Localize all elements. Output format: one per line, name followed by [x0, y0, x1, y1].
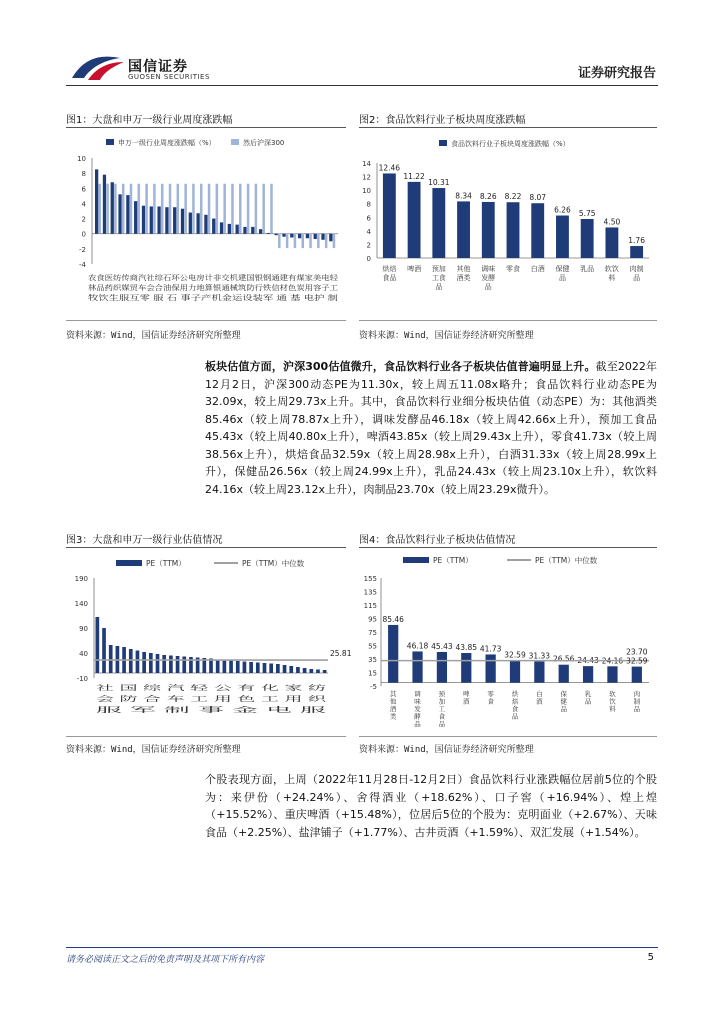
- fig4-category-label: 食: [438, 712, 446, 721]
- fig1-bar-hs300: [130, 184, 132, 234]
- fig3-bar: [102, 628, 106, 673]
- fig1-bar: [157, 206, 160, 233]
- fig3-bar: [109, 645, 113, 673]
- footer-divider: [66, 947, 658, 948]
- fig3-bar: [269, 664, 273, 674]
- fig4-source: 资料来源：Wind，国信证券经济研究所整理: [359, 745, 534, 755]
- fig4-category-label: 品: [560, 705, 567, 713]
- fig3-bar: [129, 649, 133, 673]
- fig1-xlabel-row: 林品药织媒贸车会合油保用力地算银通械筑防行铁信材色炭用容子工: [88, 284, 298, 292]
- fig2-bar: [482, 202, 495, 258]
- fig2-chart: [359, 130, 657, 318]
- fig2-bar: [630, 246, 643, 258]
- fig3-xlabel-row: 会 防 合 车 工 用 色 工 用 织: [96, 695, 187, 703]
- fig1-bar: [259, 229, 262, 234]
- fig2-ytick-label: 12: [362, 173, 371, 182]
- fig2-ytick-label: 0: [366, 255, 371, 263]
- fig1-ytick-label: -2: [79, 245, 86, 254]
- fig4-category-label: 品: [584, 697, 592, 706]
- fig4-category-label: 预: [438, 690, 446, 698]
- fig4-category-label: 他: [389, 697, 397, 706]
- fig4-category-label: 酒: [389, 705, 397, 713]
- fig3-bar: [249, 662, 253, 673]
- fig2-category-label: 肉制: [629, 265, 644, 273]
- fig4-bar: [632, 667, 642, 683]
- fig1-bar-hs300: [231, 184, 233, 234]
- fig2-data-label: 6.26: [554, 205, 571, 215]
- fig3-bar: [142, 652, 146, 673]
- fig4-ytick-label: 55: [368, 642, 377, 651]
- fig1-bar: [243, 227, 246, 234]
- fig2-ytick-label: 10: [362, 187, 371, 196]
- fig2-category-label: 工食: [431, 274, 446, 282]
- fig3-bar: [323, 670, 327, 673]
- fig3-legend-label-median: PE（TTM）中位数: [242, 559, 305, 568]
- fig4-category-label: 发: [414, 705, 421, 713]
- fig1-bar-hs300: [278, 234, 280, 248]
- fig4-category-label: 酵: [414, 712, 421, 721]
- fig1-bar: [189, 213, 192, 234]
- fig1-bar: [196, 213, 199, 233]
- fig4-bar: [607, 666, 617, 682]
- valuation-paragraph: [205, 358, 657, 498]
- fig3-bar: [289, 666, 293, 673]
- fig3-bar: [223, 660, 227, 673]
- fig1-bar: [212, 219, 215, 234]
- fig2-ytick-label: 4: [366, 227, 371, 236]
- fig2-data-label: 8.22: [504, 192, 522, 202]
- fig3-bar: [296, 667, 300, 673]
- fig2-data-label: 8.26: [479, 191, 497, 201]
- fig1-bar-hs300: [301, 234, 303, 248]
- fig4-category-label: 味: [414, 697, 421, 706]
- fig3-bar: [256, 663, 260, 674]
- fig1-xlabel-row: 牧饮生服互零 服 石 事子产机金运设装军 通 基 电护 制: [88, 294, 258, 302]
- fig2-category-label: 白酒: [530, 265, 545, 273]
- fig3-median-label: 25.81: [330, 649, 352, 659]
- fig1-bar-hs300: [177, 184, 179, 234]
- fig2-category-label: 啤酒: [407, 265, 422, 273]
- fig4-category-label: 料: [609, 705, 616, 713]
- fig2-data-label: 8.34: [455, 191, 472, 201]
- fig1-bar: [103, 175, 106, 234]
- fig3-source: 资料来源：Wind，国信证券经济研究所整理: [66, 745, 241, 755]
- fig3-bar: [236, 661, 240, 673]
- fig1-bar: [329, 234, 332, 242]
- fig1-legend-label-secondary: 然后沪深300: [243, 139, 285, 147]
- fig1-bar: [290, 234, 293, 238]
- fig1-bar-hs300: [99, 184, 101, 234]
- fig3-bar: [283, 665, 287, 673]
- fig1-legend-swatch-secondary: [231, 139, 239, 145]
- fig4-category-label: 品: [438, 720, 446, 728]
- fig1-bar-hs300: [286, 234, 288, 248]
- fig3-bar: [96, 617, 100, 673]
- fig3-legend-label-bar: PE（TTM）: [146, 559, 186, 568]
- fig4-bar: [583, 666, 593, 682]
- fig1-bar-hs300: [239, 184, 241, 234]
- fig3-bar: [229, 661, 233, 674]
- fig1-ytick-label: -4: [79, 261, 86, 269]
- fig4-top-rule: [359, 547, 657, 548]
- fig4-category-label: 啤: [463, 690, 470, 698]
- fig3-ytick-label: 40: [79, 650, 88, 658]
- fig2-category-label: 发酵: [481, 274, 496, 282]
- fig2-ytick-label: 2: [366, 241, 371, 250]
- fig2-category-label: 品: [558, 274, 566, 282]
- fig2-category-label: 品: [484, 283, 492, 291]
- fig2-category-label: 烘焙: [382, 265, 397, 273]
- fig2-data-label: 1.76: [628, 236, 645, 246]
- fig3-bar: [276, 664, 280, 673]
- fig2-category-label: 乳品: [580, 265, 595, 273]
- fig3-title: 图3：大盘和申万一级行业估值情况: [66, 535, 223, 546]
- fig4-category-label: 焙: [511, 697, 519, 706]
- fig4-ytick-label: 75: [368, 629, 377, 637]
- fig4-category-label: 食: [487, 697, 494, 706]
- fig4-ytick-label: 95: [368, 615, 377, 624]
- fig4-category-label: 饮: [609, 697, 616, 706]
- fig1-legend-label-primary: 申万一级行业周度涨跌幅（%）: [118, 139, 216, 147]
- fig2-bottom-rule: [359, 320, 657, 321]
- fig3-bar: [216, 660, 220, 674]
- fig4-category-label: 烘: [511, 690, 519, 698]
- fig2-data-label: 5.75: [578, 208, 596, 218]
- fig2-bar: [457, 201, 470, 258]
- fig1-bar-hs300: [317, 234, 319, 248]
- fig4-category-label: 品: [414, 720, 421, 728]
- fig1-bar: [150, 206, 153, 233]
- fig2-bar: [581, 219, 594, 258]
- fig2-data-label: 11.22: [403, 171, 425, 181]
- fig4-data-label: 23.70: [626, 647, 648, 657]
- fig4-ytick-label: -5: [370, 683, 377, 691]
- fig4-category-label: 食: [511, 705, 519, 713]
- fig4-data-label: 31.33: [528, 651, 551, 661]
- document-type: 证券研究报告: [577, 66, 656, 81]
- guosen-logo-icon: [70, 52, 126, 82]
- fig1-bar: [275, 234, 278, 236]
- fig1-bar-hs300: [122, 184, 124, 234]
- fig2-data-label: 4.50: [603, 217, 621, 227]
- fig1-bar-hs300: [106, 184, 108, 234]
- fig3-bar: [303, 668, 307, 673]
- fig1-bar: [314, 234, 317, 239]
- fig2-ytick-label: 14: [362, 160, 371, 168]
- fig3-bar: [309, 669, 313, 673]
- fig1-bar-hs300: [192, 184, 194, 234]
- fig2-bar: [556, 216, 569, 258]
- fig4-category-label: 乳: [584, 690, 592, 698]
- fig4-chart: [359, 550, 657, 734]
- fig3-bar: [316, 670, 320, 674]
- fig1-source: 资料来源：Wind，国信证券经济研究所整理: [66, 331, 241, 341]
- fig2-bar: [507, 202, 520, 258]
- company-name-cn: 国信证券: [128, 59, 188, 75]
- footer-disclaimer: 请务必阅读正文之后的免责声明及其项下所有内容: [66, 955, 265, 965]
- fig1-chart: [66, 130, 348, 318]
- fig4-bottom-rule: [359, 736, 657, 737]
- fig2-data-label: 8.07: [529, 193, 547, 203]
- fig4-category-label: 品: [633, 705, 641, 713]
- fig4-median-label: 32.59: [626, 656, 648, 666]
- fig3-bar: [162, 655, 166, 673]
- fig2-bar: [383, 173, 396, 258]
- fig1-ytick-label: 2: [81, 215, 86, 224]
- fig4-ytick-label: 155: [363, 575, 377, 583]
- fig4-category-label: 零: [487, 690, 494, 698]
- fig1-bar: [220, 222, 223, 233]
- fig4-data-label: 43.85: [455, 643, 478, 653]
- fig4-data-label: 45.43: [431, 641, 453, 651]
- fig2-category-label: 零食: [506, 265, 520, 273]
- fig4-bar: [486, 654, 496, 682]
- fig1-bar-hs300: [208, 184, 210, 234]
- fig3-ytick-label: 90: [79, 625, 88, 633]
- fig1-bar: [204, 215, 207, 234]
- fig1-bar: [165, 207, 168, 234]
- fig2-title: 图2：食品饮料行业子板块周度涨跌幅: [359, 115, 526, 126]
- fig4-data-label: 24.43: [577, 656, 599, 666]
- fig4-data-label: 85.46: [382, 614, 404, 624]
- fig4-category-label: 白: [536, 690, 543, 698]
- fig4-data-label: 24.16: [601, 656, 624, 666]
- fig1-bar: [118, 194, 121, 233]
- fig1-bar-hs300: [114, 184, 116, 234]
- fig1-ytick-label: 0: [81, 230, 86, 239]
- company-name-en: GUOSEN SECURITIES: [128, 73, 210, 81]
- fig2-category-label: 食品: [382, 274, 397, 282]
- fig1-bar-hs300: [247, 184, 249, 234]
- fig1-bar: [321, 234, 324, 240]
- fig2-bar: [531, 203, 544, 258]
- fig1-title: 图1：大盘和申万一级行业周度涨跌幅: [66, 115, 233, 126]
- fig3-bar: [243, 662, 247, 674]
- fig2-top-rule: [359, 127, 657, 128]
- fig1-bar-hs300: [216, 184, 218, 234]
- fig4-category-label: 肉: [633, 690, 641, 698]
- fig2-category-label: 酒类: [456, 274, 471, 282]
- fig4-ytick-label: 15: [368, 669, 377, 678]
- fig1-bar: [228, 224, 231, 234]
- fig4-category-label: 加: [438, 697, 446, 706]
- fig3-xlabel-row: 社 国 综 汽 轻 公 有 化 家 纺: [96, 684, 187, 692]
- fig1-bottom-rule: [66, 320, 346, 321]
- fig1-ytick-label: 8: [81, 170, 86, 179]
- fig4-category-label: 健: [560, 697, 567, 706]
- fig4-legend-label-median: PE（TTM）中位数: [535, 556, 598, 565]
- fig1-bar-hs300: [255, 184, 257, 234]
- fig4-bar: [559, 665, 569, 683]
- fig1-bar-hs300: [184, 184, 186, 234]
- fig1-bar: [298, 234, 301, 239]
- fig2-bar: [605, 227, 618, 258]
- stock-performance-paragraph: 个股表现方面，上周（2022年11月28日-12月2日）食品饮料行业涨跌幅位居前5位的个股为：来伊份（+24.24%）、舍得酒业（+18.62%）、口子窖（+16.94%）、煌上煌（+15.52%）、重庆啤酒（+15.48%），位居后5位的个股为：克明面业（+2.67%）、天味食品（+2.25%）、盐津铺子（+1.77%）、古井贡酒（+1.59%）、双汇发展（+1.54%）。: [205, 773, 657, 839]
- fig1-bar: [267, 233, 270, 234]
- fig4-category-label: 类: [389, 712, 397, 721]
- fig1-bar-hs300: [153, 184, 155, 234]
- fig1-ytick-label: 6: [81, 185, 86, 194]
- fig3-bar: [182, 657, 186, 674]
- fig1-top-rule: [66, 127, 346, 128]
- fig4-bar: [412, 651, 422, 682]
- valuation-paragraph-body: 截至2022年12月2日，沪深300动态PE为11.30x，较上周五11.08x略升；食品饮料行业动态PE为32.09x，较上周29.73x上升。其中，食品饮料行业细分板块估值（动态PE）为：其他酒类85.46x（较上周78.87x上升），调味发酵品46.18x（较上周42.66x上升），预加工食品45.43x（较上周40.80x上升），啤酒43.85x（较上周29.43x上升），零食41.73x（较上周38.56x上升），烘焙食品32.59x（较上周28.98x上升），白酒31.33x（较上周28.99x上升），保健品26.56x（较上周24.99x上升），乳品24.43x（较上周23.10x上升），软饮料24.16x（较上周23.12x上升），肉制品23.70x（较上周23.29x微升）。: [205, 360, 657, 496]
- fig4-category-label: 制: [633, 697, 641, 706]
- fig3-legend-swatch-bar: [116, 560, 142, 566]
- fig2-ytick-label: 6: [366, 214, 371, 223]
- fig4-bar: [388, 625, 398, 683]
- fig4-category-label: 酒: [463, 697, 470, 706]
- fig3-ytick-label: 140: [74, 600, 88, 608]
- fig3-bar: [169, 656, 173, 674]
- fig2-category-label: 料: [608, 274, 616, 282]
- fig1-bar-hs300: [333, 234, 335, 248]
- fig4-legend-swatch-bar: [403, 557, 429, 563]
- fig1-bar-hs300: [145, 184, 147, 234]
- fig2-category-label: 品: [633, 274, 641, 282]
- fig4-data-label: 41.73: [479, 644, 502, 654]
- fig4-data-label: 26.56: [552, 654, 575, 664]
- fig2-bar: [408, 182, 421, 258]
- fig4-title: 图4：食品饮料行业子板块估值情况: [359, 535, 516, 546]
- fig1-bar-hs300: [200, 184, 202, 234]
- fig1-bar: [111, 182, 114, 233]
- fig2-data-label: 10.31: [428, 178, 450, 188]
- fig1-ytick-label: 10: [77, 155, 86, 163]
- fig3-bar: [156, 654, 160, 673]
- fig1-bar: [306, 234, 309, 239]
- fig2-category-label: 品: [435, 283, 443, 291]
- fig2-category-label: 其他: [456, 265, 471, 273]
- page-number: 5: [647, 952, 654, 963]
- fig4-bar: [510, 661, 520, 683]
- fig4-ytick-label: 135: [363, 588, 377, 597]
- fig3-ytick-label: 190: [74, 575, 88, 583]
- fig1-bar: [173, 207, 176, 234]
- fig3-bar: [176, 656, 180, 673]
- fig4-data-label: 32.59: [504, 650, 526, 660]
- fig1-bar-hs300: [270, 184, 272, 234]
- page-header: [0, 0, 724, 88]
- fig1-bar-hs300: [169, 184, 171, 234]
- fig1-bar: [126, 195, 129, 234]
- fig3-chart: [66, 550, 352, 734]
- fig1-bar: [134, 201, 137, 234]
- fig1-bar-hs300: [309, 234, 311, 248]
- fig2-data-label: 12.46: [378, 163, 401, 173]
- fig4-bar: [534, 661, 544, 682]
- fig1-bar: [142, 206, 145, 234]
- fig2-category-label: 调味: [481, 265, 496, 273]
- fig2-legend-label: 食品饮料行业子板块周度涨跌幅（%）: [451, 140, 570, 148]
- fig1-bar-hs300: [325, 234, 327, 248]
- fig1-bar-hs300: [262, 184, 264, 234]
- valuation-paragraph-lead: 板块估值方面，沪深300估值微升，食品饮料行业各子板块估值普遍明显上升。: [205, 360, 596, 373]
- fig1-bar: [181, 209, 184, 234]
- fig2-source: 资料来源：Wind，国信证券经济研究所整理: [359, 331, 534, 341]
- fig2-ytick-label: 8: [366, 200, 371, 209]
- fig2-category-label: 保健: [555, 265, 570, 273]
- fig4-category-label: 软: [609, 690, 616, 698]
- fig1-bar-hs300: [223, 184, 225, 234]
- fig2-legend-swatch: [439, 140, 447, 146]
- fig4-ytick-label: 35: [368, 656, 377, 664]
- fig1-bar-hs300: [161, 184, 163, 234]
- fig4-ytick-label: 115: [363, 602, 377, 610]
- fig1-xlabel-row: 农食医纺传商汽社综石环公电房计非交机建国银钢通建有煤家美电轻: [88, 274, 298, 282]
- header-divider: [66, 85, 658, 86]
- fig4-category-label: 调: [414, 690, 421, 698]
- fig4-category-label: 保: [560, 690, 567, 698]
- fig3-bottom-rule: [66, 736, 346, 737]
- fig3-bar: [136, 651, 140, 674]
- fig4-category-label: 酒: [536, 697, 543, 706]
- fig3-bar: [149, 653, 153, 673]
- fig4-legend-label-bar: PE（TTM）: [433, 556, 473, 565]
- fig4-category-label: 其: [389, 690, 397, 698]
- fig4-data-label: 46.18: [406, 641, 429, 651]
- fig1-ytick-label: 4: [81, 200, 86, 209]
- fig4-category-label: 工: [438, 705, 446, 713]
- fig1-bar: [251, 227, 254, 234]
- fig2-category-label: 软饮: [604, 265, 619, 273]
- fig3-top-rule: [66, 547, 346, 548]
- fig1-bar: [236, 225, 239, 234]
- fig1-bar: [282, 234, 285, 237]
- fig4-bar: [461, 653, 471, 683]
- fig4-bar: [437, 652, 447, 683]
- fig1-bar-hs300: [294, 234, 296, 248]
- fig3-ytick-label: -10: [76, 675, 88, 683]
- fig2-category-label: 预加: [431, 265, 446, 273]
- fig2-bar: [432, 188, 445, 258]
- fig3-xlabel-row: 服 军 制 事 金 电 服: [96, 706, 159, 714]
- fig3-bar: [263, 663, 267, 673]
- fig1-bar: [95, 169, 98, 233]
- fig1-bar-hs300: [138, 184, 140, 234]
- fig4-category-label: 品: [511, 712, 519, 721]
- fig1-legend-swatch-primary: [106, 139, 114, 145]
